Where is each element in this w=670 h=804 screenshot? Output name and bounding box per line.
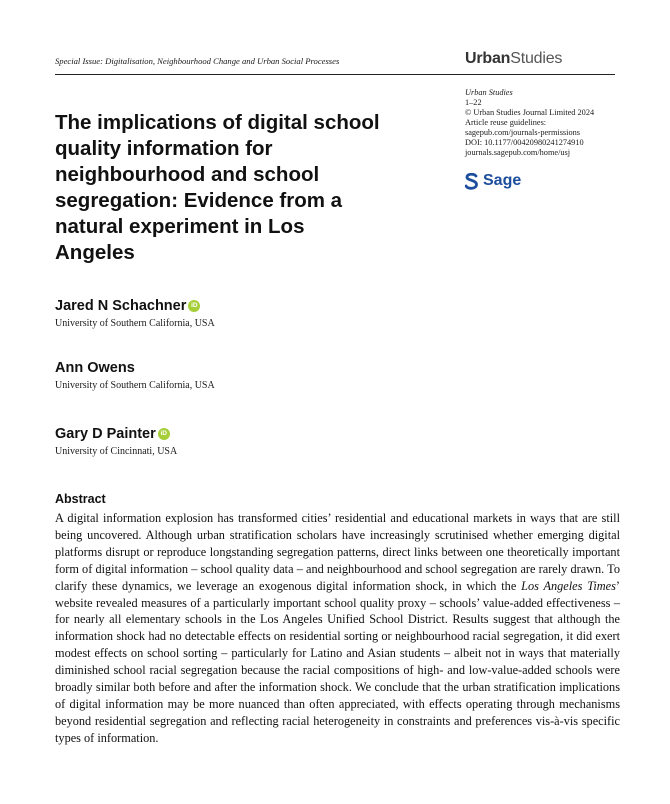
journal-logo: UrbanStudies <box>465 50 563 67</box>
publisher-logo <box>465 172 521 190</box>
author-affiliation: University of Southern California, USA <box>55 380 215 391</box>
meta-pages: 1–22 <box>465 98 482 107</box>
special-issue-label: Special Issue: Digitalisation, Neighbourhood Change and Urban Social Processes <box>55 56 340 66</box>
author-name: Jared N Schachner iD <box>55 298 200 314</box>
meta-doi[interactable]: DOI: 10.1177/00420980241274910 <box>465 138 584 147</box>
article-title: The implications of digital school quality information for neighbourhood and school segregation: Evidence from a natural experiment in Los Angeles <box>55 111 380 264</box>
author-name: Ann Owens <box>55 360 135 376</box>
author-name: Gary D Painter iD <box>55 426 170 442</box>
sage-s-icon <box>465 173 478 190</box>
journal-meta <box>465 88 594 158</box>
meta-journal-link[interactable]: journals.sagepub.com/home/usj <box>465 148 571 157</box>
orcid-icon[interactable] <box>188 300 200 312</box>
orcid-icon[interactable] <box>158 428 170 440</box>
author-affiliation: University of Cincinnati, USA <box>55 446 178 457</box>
meta-reuse-link[interactable]: sagepub.com/journals-permissions <box>465 128 580 137</box>
author-affiliation: University of Southern California, USA <box>55 318 215 329</box>
header-rule <box>55 74 615 75</box>
meta-reuse-label: Article reuse guidelines: <box>465 118 547 127</box>
meta-journal: Urban Studies <box>465 88 513 97</box>
publisher-name: Sage <box>483 172 522 189</box>
meta-copyright: © Urban Studies Journal Limited 2024 <box>465 108 595 117</box>
abstract-heading: Abstract <box>55 492 106 506</box>
abstract-body: A digital information explosion has transformed cities’ residential and educational markets in ways that are still being uncovered. Although urban stratification scholars have increasingly scrutinised whether emerging digital platforms disrupt or reproduce longstanding segregation patterns, direct links between one theoretically important form of digital information – school quality data – and neighbourhood and school segregation are rarely drawn. To clarify these dynamics, we leverage an exogenous digital information shock, in which the Los Angeles Times’ website revealed measures of a particularly important school quality proxy – schools’ value-added effectiveness – for nearly all elementary schools in the Los Angeles Unified School District. Results suggest that although the information shock had no detectable effects on residential sorting or neighbourhood racial segregation, it did exert modest effects on school sorting – particularly for Latino and Asian students – albeit not in ways that materially diminished school racial segregation because the racial compositions of high- and low-value-added schools were broadly similar both before and after the information shock. We conclude that the urban stratification implications of digital information may be more nuanced than often appreciated, with effects operating through mechanisms beyond residential segregation and reflecting racial heterogeneity in constraints and preferences vis-à-vis specific types of information. <box>55 511 621 745</box>
